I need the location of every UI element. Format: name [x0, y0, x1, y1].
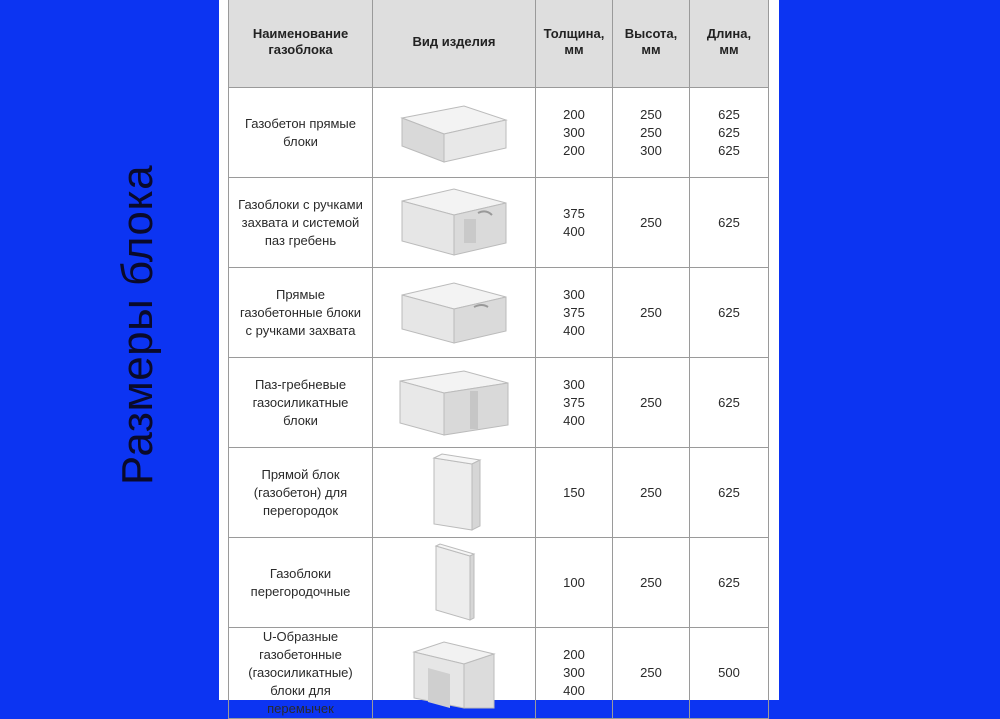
thickness-value: 400: [563, 322, 585, 338]
block-name: [229, 88, 373, 178]
thickness-value: 150: [563, 484, 585, 500]
thickness-value: 375: [563, 205, 585, 221]
block-thickness: [536, 538, 613, 628]
length-value: 625: [718, 574, 740, 590]
table-row: [229, 628, 769, 719]
height-value: 250: [640, 214, 662, 230]
thickness-value: 300: [563, 376, 585, 392]
block-sizes-sheet: [219, 0, 779, 716]
block-thickness: [536, 178, 613, 268]
block-length: [690, 88, 769, 178]
block-height: [613, 88, 690, 178]
length-value: 625: [718, 484, 740, 500]
header-name: Наименование газоблока: [229, 0, 373, 88]
block-name-text: Газоблоки с ручками захвата и системой паз гребень: [238, 196, 363, 248]
thickness-value: 300: [563, 124, 585, 140]
height-value: 250: [640, 484, 662, 500]
block-thickness: [536, 268, 613, 358]
block-view: [373, 358, 536, 448]
length-value: 625: [718, 394, 740, 410]
block-view: [373, 178, 536, 268]
block-name-text: Прямые газобетонные блоки с ручками захвата: [239, 286, 362, 338]
table-row: [229, 88, 769, 178]
straight-block-icon: [373, 88, 535, 177]
thin-partition-block-icon: [373, 538, 535, 627]
tongue-groove-block-icon: [373, 358, 535, 447]
handle-block-icon: [373, 268, 535, 357]
thickness-value: 200: [563, 647, 585, 662]
block-name-text: U-Образные газобетонные (газосиликатные) блоки для перемычек: [248, 629, 353, 716]
length-value: 625: [718, 124, 740, 140]
block-thickness: [536, 628, 613, 719]
block-length: [690, 268, 769, 358]
table-header-row: [229, 0, 769, 88]
block-name-text: Паз-гребневые газосиликатные блоки: [252, 376, 349, 428]
thickness-value: 400: [563, 412, 585, 428]
thickness-value: 375: [563, 394, 585, 410]
height-value: 250: [640, 574, 662, 590]
block-view: [373, 268, 536, 358]
table-row: [229, 178, 769, 268]
thickness-value: 375: [563, 304, 585, 320]
block-height: [613, 538, 690, 628]
table-row: [229, 448, 769, 538]
header-height: Высота, мм: [613, 0, 690, 88]
block-name: [229, 538, 373, 628]
height-value: 300: [640, 142, 662, 158]
table-row: [229, 358, 769, 448]
length-value: 625: [718, 142, 740, 158]
block-height: [613, 448, 690, 538]
block-name-text: Газоблоки перегородочные: [250, 565, 351, 599]
thickness-value: 200: [563, 106, 585, 122]
header-view: Вид изделия: [373, 0, 536, 88]
length-value: 500: [718, 665, 740, 680]
block-height: [613, 358, 690, 448]
block-height: [613, 178, 690, 268]
height-value: 250: [640, 124, 662, 140]
block-thickness: [536, 358, 613, 448]
thickness-value: 300: [563, 286, 585, 302]
height-value: 250: [640, 665, 662, 680]
block-name: [229, 178, 373, 268]
thickness-value: 100: [563, 574, 585, 590]
block-name-text: Прямой блок (газобетон) для перегородок: [253, 466, 348, 518]
thickness-value: 400: [563, 223, 585, 239]
length-value: 625: [718, 304, 740, 320]
block-height: [613, 628, 690, 719]
block-view: [373, 538, 536, 628]
block-length: [690, 358, 769, 448]
table-row: [229, 268, 769, 358]
block-view: [373, 448, 536, 538]
thickness-value: 300: [563, 665, 585, 680]
block-name-text: Газобетон прямые блоки: [244, 115, 357, 149]
block-thickness: [536, 88, 613, 178]
block-name: [229, 358, 373, 448]
length-value: 625: [718, 214, 740, 230]
height-value: 250: [640, 106, 662, 122]
block-length: [690, 448, 769, 538]
block-view: [373, 88, 536, 178]
partition-block-icon: [373, 448, 535, 537]
table-row: [229, 538, 769, 628]
header-thickness: Толщина, мм: [536, 0, 613, 88]
thickness-value: 200: [563, 142, 585, 158]
block-name: [229, 628, 373, 719]
block-thickness: [536, 448, 613, 538]
block-view: [373, 628, 536, 719]
block-name: [229, 448, 373, 538]
height-value: 250: [640, 394, 662, 410]
block-height: [613, 268, 690, 358]
block-length: [690, 538, 769, 628]
side-title: Размеры блока: [113, 164, 162, 486]
length-value: 625: [718, 106, 740, 122]
tongue-groove-handle-block-icon: [373, 178, 535, 267]
header-length: Длина, мм: [690, 0, 769, 88]
height-value: 250: [640, 304, 662, 320]
block-sizes-table: [228, 0, 769, 719]
block-name: [229, 268, 373, 358]
thickness-value: 400: [563, 683, 585, 698]
block-length: [690, 178, 769, 268]
block-length: [690, 628, 769, 719]
u-block-icon: [373, 628, 535, 718]
